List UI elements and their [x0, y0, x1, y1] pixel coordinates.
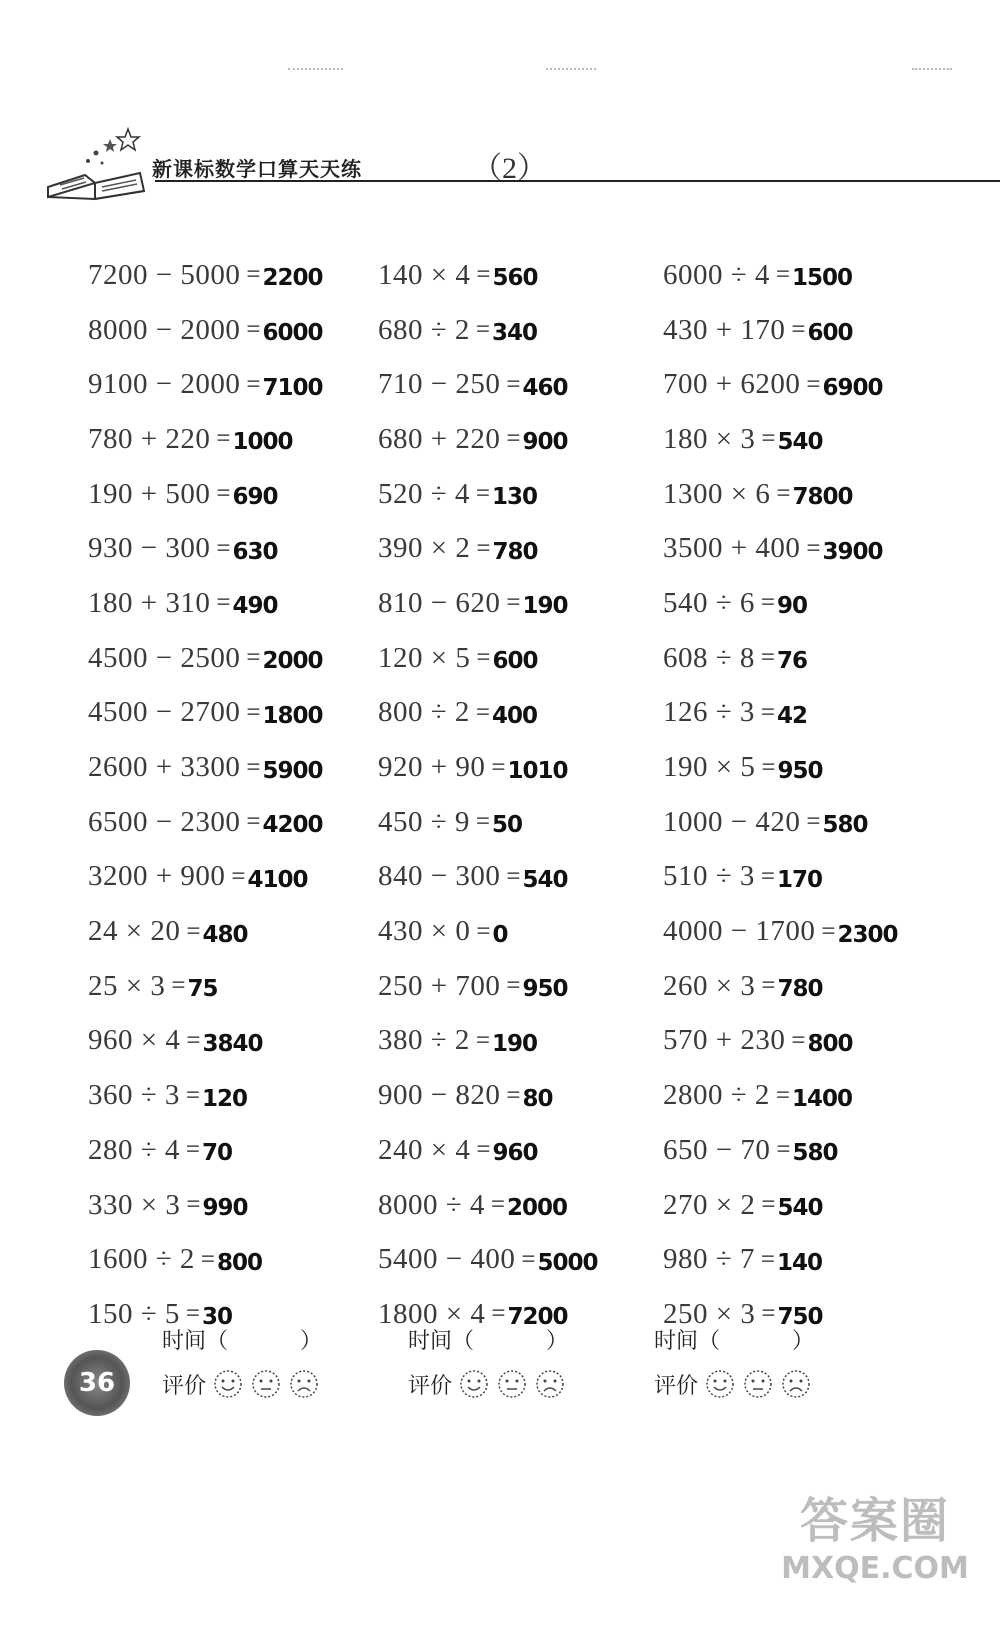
exercise-expression: 1600 ÷ 2	[88, 1243, 195, 1276]
exercise-row	[88, 521, 378, 576]
exercise-row	[663, 521, 968, 576]
exercise-answer[interactable]: 990	[202, 1195, 248, 1222]
exercise-expression: 8000 ÷ 4	[378, 1188, 485, 1221]
equals-sign: =	[185, 1081, 201, 1109]
exercise-answer[interactable]: 340	[492, 320, 538, 347]
exercise-row	[378, 248, 663, 303]
exercise-column	[88, 248, 378, 1348]
exercise-expression: 4500 − 2500	[88, 641, 241, 674]
exercise-expression: 6000 ÷ 4	[663, 258, 770, 291]
exercise-answer[interactable]: 800	[217, 1249, 263, 1276]
time-row	[162, 1324, 322, 1355]
exercise-row	[378, 1232, 663, 1287]
exercise-row	[88, 412, 378, 467]
equals-sign: =	[806, 534, 821, 562]
exercise-answer[interactable]: 4200	[262, 812, 323, 839]
exercise-answer[interactable]: 5000	[537, 1249, 598, 1276]
equals-sign: =	[185, 1300, 201, 1328]
exercise-answer[interactable]: 4100	[247, 866, 308, 893]
rating-label: 评价	[408, 1373, 453, 1399]
equals-sign: =	[821, 917, 836, 945]
neutral-face-icon[interactable]	[496, 1368, 528, 1400]
exercise-row	[88, 1232, 378, 1287]
header-rule	[155, 180, 1000, 182]
exercise-answer[interactable]: 3840	[202, 1030, 263, 1057]
time-row	[654, 1324, 814, 1355]
time-rating-group	[408, 1310, 668, 1420]
exercise-expression: 920 + 90	[378, 751, 486, 784]
exercise-expression: 980 ÷ 7	[663, 1243, 755, 1276]
exercise-expression: 650 − 70	[663, 1133, 771, 1166]
exercise-expression: 930 − 300	[88, 532, 211, 565]
exercise-row	[88, 303, 378, 358]
page-number: 36	[78, 1368, 116, 1398]
exercise-expression: 270 × 2	[663, 1188, 756, 1221]
exercise-answer[interactable]: 540	[777, 1195, 823, 1222]
exercise-expression: 7200 − 5000	[88, 258, 241, 291]
exercise-answer[interactable]: 960	[492, 1140, 538, 1167]
exercise-answer[interactable]: 76	[777, 648, 808, 675]
equals-sign: =	[186, 917, 201, 945]
exercise-expression: 800 ÷ 2	[378, 696, 470, 729]
exercise-row	[378, 303, 663, 358]
equals-sign: =	[476, 534, 491, 562]
exercise-answer[interactable]: 600	[492, 648, 538, 675]
exercise-expression: 390 × 2	[378, 532, 471, 565]
equals-sign: =	[506, 972, 521, 1000]
exercise-row	[663, 248, 968, 303]
exercise-answer[interactable]: 120	[202, 1085, 248, 1112]
exercise-expression: 540 ÷ 6	[663, 586, 755, 619]
exercise-expression: 1800 × 4	[378, 1297, 486, 1330]
equals-sign: =	[761, 972, 776, 1000]
equals-sign: =	[216, 534, 231, 562]
equals-sign: =	[760, 644, 776, 672]
equals-sign: =	[476, 917, 491, 945]
exercise-expression: 608 ÷ 8	[663, 641, 755, 674]
equals-sign: =	[246, 808, 261, 836]
exercise-expression: 360 ÷ 3	[88, 1079, 180, 1112]
footer	[0, 1310, 1000, 1420]
equals-sign: =	[171, 972, 186, 1000]
equals-sign: =	[186, 1191, 201, 1219]
exercise-answer[interactable]: 190	[492, 1030, 538, 1057]
time-label: 时间（	[654, 1329, 721, 1354]
exercise-answer[interactable]: 800	[807, 1030, 853, 1057]
exercise-row	[663, 1014, 968, 1069]
exercise-expression: 180 + 310	[88, 586, 211, 619]
exercise-answer[interactable]: 80	[522, 1085, 553, 1112]
equals-sign: =	[775, 1081, 791, 1109]
equals-sign: =	[490, 1191, 506, 1219]
exercise-row	[378, 631, 663, 686]
exercise-expression: 520 ÷ 4	[378, 477, 470, 510]
exercise-row	[663, 1123, 968, 1178]
equals-sign: =	[521, 1245, 536, 1273]
equals-sign: =	[506, 370, 521, 398]
watermark-url: MXQE.COM	[781, 1551, 969, 1586]
equals-sign: =	[506, 589, 521, 617]
equals-sign: =	[776, 480, 791, 508]
exercise-row	[88, 576, 378, 631]
equals-sign: =	[216, 480, 231, 508]
exercise-answer[interactable]: 7200	[507, 1304, 568, 1331]
exercise-answer[interactable]: 560	[492, 265, 538, 292]
site-watermark	[780, 1482, 970, 1612]
exercise-expression: 6500 − 2300	[88, 805, 241, 838]
equals-sign: =	[200, 1245, 216, 1273]
exercise-row	[378, 357, 663, 412]
exercise-row	[378, 576, 663, 631]
exercise-row	[88, 1178, 378, 1233]
exercise-expression: 250 + 700	[378, 969, 501, 1002]
exercise-row	[378, 904, 663, 959]
exercise-expression: 330 × 3	[88, 1188, 181, 1221]
page-header	[40, 125, 1000, 205]
exercise-answer[interactable]: 70	[202, 1140, 233, 1167]
exercise-row	[663, 1178, 968, 1233]
exercise-row	[88, 1123, 378, 1178]
exercise-row	[663, 357, 968, 412]
exercise-row	[663, 850, 968, 905]
exercise-row	[88, 357, 378, 412]
exercise-expression: 24 × 20	[88, 915, 181, 948]
equals-sign: =	[761, 1191, 776, 1219]
exercise-expression: 2800 ÷ 2	[663, 1079, 770, 1112]
exercise-answer[interactable]: 75	[187, 976, 218, 1003]
time-close: ）	[546, 1329, 569, 1354]
exercise-expression: 180 × 3	[663, 422, 756, 455]
exercise-row	[663, 576, 968, 631]
exercise-row	[88, 850, 378, 905]
exercise-answer[interactable]: 480	[202, 921, 248, 948]
exercise-row	[378, 740, 663, 795]
exercise-answer[interactable]: 580	[792, 1140, 838, 1167]
exercise-answer[interactable]: 950	[522, 976, 568, 1003]
time-row	[408, 1324, 568, 1355]
exercise-row	[663, 795, 968, 850]
exercise-answer[interactable]: 170	[777, 866, 823, 893]
exercise-row	[663, 959, 968, 1014]
exercise-expression: 240 × 4	[378, 1133, 471, 1166]
exercise-answer[interactable]: 5900	[262, 757, 323, 784]
exercise-grid	[88, 248, 968, 1348]
exercise-expression: 140 × 4	[378, 258, 471, 291]
equals-sign: =	[760, 862, 776, 890]
equals-sign: =	[761, 753, 776, 781]
exercise-row	[663, 1232, 968, 1287]
exercise-expression: 2600 + 3300	[88, 751, 241, 784]
equals-sign: =	[491, 753, 506, 781]
exercise-expression: 680 ÷ 2	[378, 313, 470, 346]
exercise-row	[663, 686, 968, 741]
exercise-row	[378, 1068, 663, 1123]
rating-label: 评价	[162, 1373, 207, 1399]
equals-sign: =	[476, 1136, 491, 1164]
exercise-row	[378, 1178, 663, 1233]
sad-face-icon[interactable]	[534, 1368, 566, 1400]
equals-sign: =	[475, 698, 491, 726]
book-title: 新课标数学口算天天练	[152, 157, 362, 181]
exercise-expression: 250 × 3	[663, 1297, 756, 1330]
exercise-expression: 810 − 620	[378, 586, 501, 619]
exercise-answer[interactable]: 600	[807, 320, 853, 347]
exercise-expression: 840 − 300	[378, 860, 501, 893]
equals-sign: =	[185, 1136, 201, 1164]
exercise-row	[378, 686, 663, 741]
equals-sign: =	[216, 589, 231, 617]
exercise-answer[interactable]: 190	[522, 593, 568, 620]
exercise-row	[88, 467, 378, 522]
exercise-expression: 3200 + 900	[88, 860, 226, 893]
equals-sign: =	[476, 261, 491, 289]
exercise-expression: 570 + 230	[663, 1024, 786, 1057]
exercise-expression: 780 + 220	[88, 422, 211, 455]
exercise-expression: 450 ÷ 9	[378, 805, 470, 838]
exercise-row	[378, 1014, 663, 1069]
equals-sign: =	[806, 370, 821, 398]
exercise-expression: 280 ÷ 4	[88, 1133, 180, 1166]
rating-row	[654, 1368, 812, 1400]
exercise-answer[interactable]: 7100	[262, 374, 323, 401]
equals-sign: =	[760, 698, 776, 726]
exercise-answer[interactable]: 6000	[262, 320, 323, 347]
neutral-face-icon[interactable]	[742, 1368, 774, 1400]
exercise-answer[interactable]: 1800	[262, 702, 323, 729]
exercise-answer[interactable]: 750	[777, 1304, 823, 1331]
equals-sign: =	[246, 698, 261, 726]
exercise-row	[663, 412, 968, 467]
exercise-expression: 190 + 500	[88, 477, 211, 510]
exercise-row	[663, 1068, 968, 1123]
exercise-expression: 9100 − 2000	[88, 368, 241, 401]
exercise-expression: 8000 − 2000	[88, 313, 241, 346]
equals-sign: =	[776, 1136, 791, 1164]
exercise-answer[interactable]: 580	[822, 812, 868, 839]
equals-sign: =	[760, 589, 776, 617]
exercise-expression: 150 ÷ 5	[88, 1297, 180, 1330]
equals-sign: =	[775, 261, 791, 289]
equals-sign: =	[506, 425, 521, 453]
exercise-row	[378, 850, 663, 905]
exercise-row	[378, 467, 663, 522]
exercise-column	[663, 248, 968, 1348]
exercise-expression: 960 × 4	[88, 1024, 181, 1057]
exercise-row	[663, 740, 968, 795]
exercise-row	[88, 686, 378, 741]
time-label: 时间（	[408, 1329, 475, 1354]
happy-face-icon[interactable]	[458, 1368, 490, 1400]
equals-sign: =	[761, 425, 776, 453]
watermark-cn: 答案圈	[799, 1493, 950, 1549]
exercise-answer[interactable]: 1400	[792, 1085, 853, 1112]
exercise-row	[378, 412, 663, 467]
exercise-expression: 1300 × 6	[663, 477, 771, 510]
equals-sign: =	[760, 1245, 776, 1273]
exercise-expression: 380 ÷ 2	[378, 1024, 470, 1057]
exercise-expression: 126 ÷ 3	[663, 696, 755, 729]
exercise-expression: 260 × 3	[663, 969, 756, 1002]
exercise-row	[88, 1014, 378, 1069]
equals-sign: =	[246, 370, 261, 398]
exercise-answer[interactable]: 130	[492, 484, 538, 511]
exercise-expression: 510 ÷ 3	[663, 860, 755, 893]
exercise-expression: 5400 − 400	[378, 1243, 516, 1276]
equals-sign: =	[506, 862, 521, 890]
exercise-answer[interactable]: 140	[777, 1249, 823, 1276]
exercise-expression: 3500 + 400	[663, 532, 801, 565]
exercise-row	[88, 248, 378, 303]
equals-sign: =	[791, 316, 806, 344]
exercise-answer[interactable]: 780	[777, 976, 823, 1003]
exercise-answer[interactable]: 1500	[792, 265, 853, 292]
exercise-row	[88, 959, 378, 1014]
exercise-answer[interactable]: 2000	[262, 648, 323, 675]
rating-row	[162, 1368, 320, 1400]
sad-face-icon[interactable]	[780, 1368, 812, 1400]
time-label: 时间（	[162, 1329, 229, 1354]
exercise-expression: 4000 − 1700	[663, 915, 816, 948]
exercise-row	[378, 959, 663, 1014]
exercise-answer[interactable]: 690	[232, 484, 278, 511]
scan-mark	[912, 68, 952, 74]
exercise-answer[interactable]: 0	[492, 921, 508, 948]
exercise-expression: 120 × 5	[378, 641, 471, 674]
happy-face-icon[interactable]	[704, 1368, 736, 1400]
equals-sign: =	[216, 425, 231, 453]
exercise-expression: 1000 − 420	[663, 805, 801, 838]
sad-face-icon[interactable]	[288, 1368, 320, 1400]
time-close: ）	[300, 1329, 323, 1354]
equals-sign: =	[475, 480, 491, 508]
exercise-answer[interactable]: 780	[492, 538, 538, 565]
equals-sign: =	[475, 316, 491, 344]
exercise-answer[interactable]: 540	[777, 429, 823, 456]
exercise-answer[interactable]: 2300	[837, 921, 898, 948]
exercise-column	[378, 248, 663, 1348]
neutral-face-icon[interactable]	[250, 1368, 282, 1400]
section-number: （2）	[472, 152, 547, 185]
time-rating-group	[162, 1310, 422, 1420]
exercise-row	[378, 1123, 663, 1178]
exercise-expression: 25 × 3	[88, 969, 166, 1002]
rating-label: 评价	[654, 1373, 699, 1399]
exercise-answer[interactable]: 540	[522, 866, 568, 893]
equals-sign: =	[475, 1026, 491, 1054]
exercise-expression: 710 − 250	[378, 368, 501, 401]
exercise-row	[88, 740, 378, 795]
page-number-badge	[64, 1350, 130, 1416]
time-rating-group	[654, 1310, 914, 1420]
equals-sign: =	[186, 1026, 201, 1054]
equals-sign: =	[476, 644, 491, 672]
equals-sign: =	[761, 1300, 776, 1328]
exercise-answer[interactable]: 30	[202, 1304, 233, 1331]
exercise-answer[interactable]: 630	[232, 538, 278, 565]
exercise-answer[interactable]: 2200	[262, 265, 323, 292]
exercise-expression: 680 + 220	[378, 422, 501, 455]
equals-sign: =	[475, 808, 491, 836]
exercise-answer[interactable]: 1010	[507, 757, 568, 784]
exercise-answer[interactable]: 50	[492, 812, 523, 839]
exercise-row	[663, 467, 968, 522]
exercise-row	[88, 795, 378, 850]
exercise-answer[interactable]: 950	[777, 757, 823, 784]
exercise-answer[interactable]: 6900	[822, 374, 883, 401]
exercise-expression: 900 − 820	[378, 1079, 501, 1112]
exercise-row	[88, 1068, 378, 1123]
equals-sign: =	[231, 862, 246, 890]
equals-sign: =	[791, 1026, 806, 1054]
exercise-expression: 4500 − 2700	[88, 696, 241, 729]
exercise-row	[88, 631, 378, 686]
happy-face-icon[interactable]	[212, 1368, 244, 1400]
equals-sign: =	[246, 316, 261, 344]
exercise-answer[interactable]: 7800	[792, 484, 853, 511]
time-close: ）	[792, 1329, 815, 1354]
equals-sign: =	[246, 644, 261, 672]
exercise-answer[interactable]: 2000	[507, 1195, 568, 1222]
exercise-answer[interactable]: 42	[777, 702, 808, 729]
equals-sign: =	[246, 261, 261, 289]
exercise-answer[interactable]: 490	[232, 593, 278, 620]
exercise-answer[interactable]: 400	[492, 702, 538, 729]
exercise-expression: 700 + 6200	[663, 368, 801, 401]
exercise-row	[378, 795, 663, 850]
rating-row	[408, 1368, 566, 1400]
exercise-answer[interactable]: 900	[522, 429, 568, 456]
equals-sign: =	[491, 1300, 506, 1328]
exercise-answer[interactable]: 90	[777, 593, 808, 620]
exercise-expression: 190 × 5	[663, 751, 756, 784]
scan-mark	[546, 68, 596, 74]
exercise-expression: 430 + 170	[663, 313, 786, 346]
exercise-row	[663, 631, 968, 686]
equals-sign: =	[506, 1081, 521, 1109]
equals-sign: =	[806, 808, 821, 836]
open-book-stars-icon	[40, 125, 150, 205]
equals-sign: =	[246, 753, 261, 781]
exercise-answer[interactable]: 460	[522, 374, 568, 401]
exercise-expression: 430 × 0	[378, 915, 471, 948]
exercise-row	[663, 904, 968, 959]
exercise-answer[interactable]: 1000	[232, 429, 293, 456]
exercise-row	[663, 303, 968, 358]
exercise-answer[interactable]: 3900	[822, 538, 883, 565]
exercise-row	[378, 521, 663, 576]
exercise-row	[88, 904, 378, 959]
scan-mark	[288, 68, 343, 74]
